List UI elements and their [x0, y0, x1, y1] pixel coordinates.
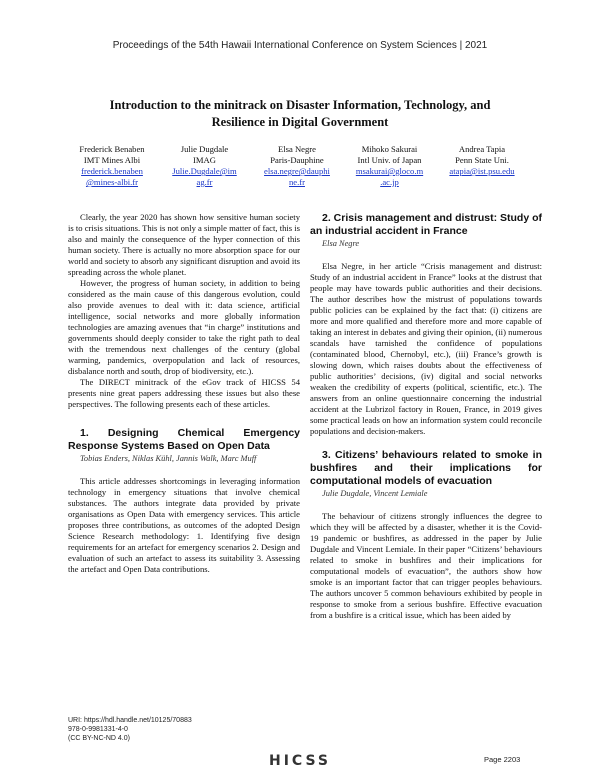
section-1-authors: Tobias Enders, Niklas Kühl, Jannis Walk, Marc Muff: [80, 454, 257, 463]
author-1: [72, 144, 152, 188]
section-3-paragraph: The behaviour of citizens strongly influences the degree to which they will be affected by a disaster, whether it is the Covid-19 pandemic or bushfires, as addressed in the paper by Julie Dugdale and Vincent Lemiale. In their paper “Citizens’ behaviours related to smoke in bushfires and their implications for computational models of evacuation”, the authors show how smoke is an important factor that can trigger peoples behaviours. The authors uncover 5 common behaviours exhibited by people in response to smoke from a serious bushfire. Effective evacuation from a bushfire is a critical issue, which has been aided by: [310, 511, 542, 620]
section-3-authors: Julie Dugdale, Vincent Lemiale: [322, 489, 428, 498]
author-affiliation: IMT Mines Albi: [83, 155, 141, 165]
paper-title: [60, 97, 540, 131]
author-email-line-1[interactable]: msakurai@gloco.m: [355, 166, 424, 176]
section-2-paragraph: Elsa Negre, in her article “Crisis management and distrust: Study of an industrial accident in France” looks at the distrust that people may have towards public authorities and their decisions. The author describes how the mistrust of populations towards public policies can be explained by the fact that: (i) citizens are more and more qualified and therefore more and more capable of taking an interest in debates and giving their opinion, (ii) numerous scandals have tarnished the confidence of populations (contaminated blood, Chernobyl, etc.), (iii) France’s growth is slowing down, which raises doubts about the effectiveness of public authorities’ decisions, (iv) digital and social networks weaken the credibility of experts (political, scientific, etc.). The answers from an online questionnaire concerning the industrial accident at the Lubrizol factory in Rouen, France, in 2019 gives some practical leads on how an information system could reconcile populations and decision-makers.: [310, 261, 542, 436]
author-3: [257, 144, 337, 188]
left-column: [68, 212, 300, 575]
author-email-line-1[interactable]: Julie.Dugdale@im: [172, 166, 237, 176]
author-name: Andrea Tapia: [458, 144, 506, 154]
intro-paragraph-1: Clearly, the year 2020 has shown how sensitive human society is to crisis situations. This is not only a simple matter of fact, this is also and mainly the consequence of the hyper connection of this human society. There is actually no more absorption space for our world and society to absorb any significant disruption and avoid its spreading across the whole planet.: [68, 212, 300, 277]
author-name: Mihoko Sakurai: [361, 144, 418, 154]
footer-uri[interactable]: URI: https://hdl.handle.net/10125/70883: [68, 717, 192, 724]
author-email-line-2[interactable]: @mines-albi.fr: [85, 177, 139, 187]
footer-license: (CC BY-NC-ND 4.0): [68, 735, 130, 742]
author-name: Frederick Benaben: [79, 144, 145, 154]
author-email-line-1[interactable]: frederick.benaben: [81, 166, 143, 176]
author-name: Elsa Negre: [278, 144, 316, 154]
author-affiliation: Penn State Uni.: [455, 155, 509, 165]
author-email-line-2[interactable]: ne.fr: [289, 177, 305, 187]
author-affiliation: Intl Univ. of Japan: [357, 155, 422, 165]
title-line-1: Introduction to the minitrack on Disaster Information, Technology, and: [109, 98, 491, 112]
author-email-line-2[interactable]: .ac.jp: [380, 177, 399, 187]
running-header: Proceedings of the 54th Hawaii International Conference on System Sciences | 2021: [112, 40, 488, 51]
section-3-heading: 3. Citizens’ behaviours related to smoke in bushfires and their implications for computational models of evacuation: [310, 449, 542, 487]
author-list: [72, 144, 522, 188]
footer-info: [68, 716, 192, 743]
section-1-heading: 1. Designing Chemical Emergency Response Systems Based on Open Data: [68, 427, 300, 452]
section-2-authors: Elsa Negre: [322, 239, 360, 248]
author-name: Julie Dugdale: [180, 144, 229, 154]
intro-paragraph-2: However, the progress of human society, in addition to being considered as the main cause of this dangerous evolution, could also provide avenues to deal with it: data science, artificial intelligence, social networks and more globally information technologies are amazing avenues that “in charge” institutions and governments should deeply consider to take the right path to deal with the tremendous next challenges of the century (global warming, pandemics, overpopulation and lack of resources, disbalance north and south, drop of biodiversity, etc.).: [68, 278, 300, 376]
author-2: [165, 144, 245, 188]
page-number: Page 2203: [484, 755, 521, 764]
section-1-paragraph: This article addresses shortcomings in leveraging information technology in emergency situations that involve chemical substances. The authors integrate data provided by private organisations as Open Data with emergency services. This article proposes three contributions, as outcomes of the adopted Design Science Research methodology: 1. Identifying five design requirements for an artefact for emergency scenarios 2. Design and evaluation of such an artefact to assess its suitability 3. Assessing the artefact and Open Data contributions.: [68, 476, 300, 574]
author-5: [442, 144, 522, 188]
hicss-logo: HICSS: [269, 753, 331, 769]
author-email-line-1[interactable]: elsa.negre@dauphi: [264, 166, 330, 176]
author-affiliation: IMAG: [193, 155, 216, 165]
right-column: [310, 212, 542, 621]
author-affiliation: Paris-Dauphine: [270, 155, 324, 165]
title-line-2: Resilience in Digital Government: [211, 115, 389, 129]
author-email-line-1[interactable]: atapia@ist.psu.edu: [449, 166, 515, 176]
author-4: [350, 144, 430, 188]
intro-paragraph-3: The DIRECT minitrack of the eGov track of HICSS 54 presents nine great papers addressing these issues but also these perspectives. The following presents each of these articles.: [68, 377, 300, 409]
author-email-line-2[interactable]: ag.fr: [196, 177, 213, 187]
footer-isbn: 978-0-9981331-4-0: [68, 726, 128, 733]
section-2-heading: 2. Crisis management and distrust: Study of an industrial accident in France: [310, 212, 542, 237]
